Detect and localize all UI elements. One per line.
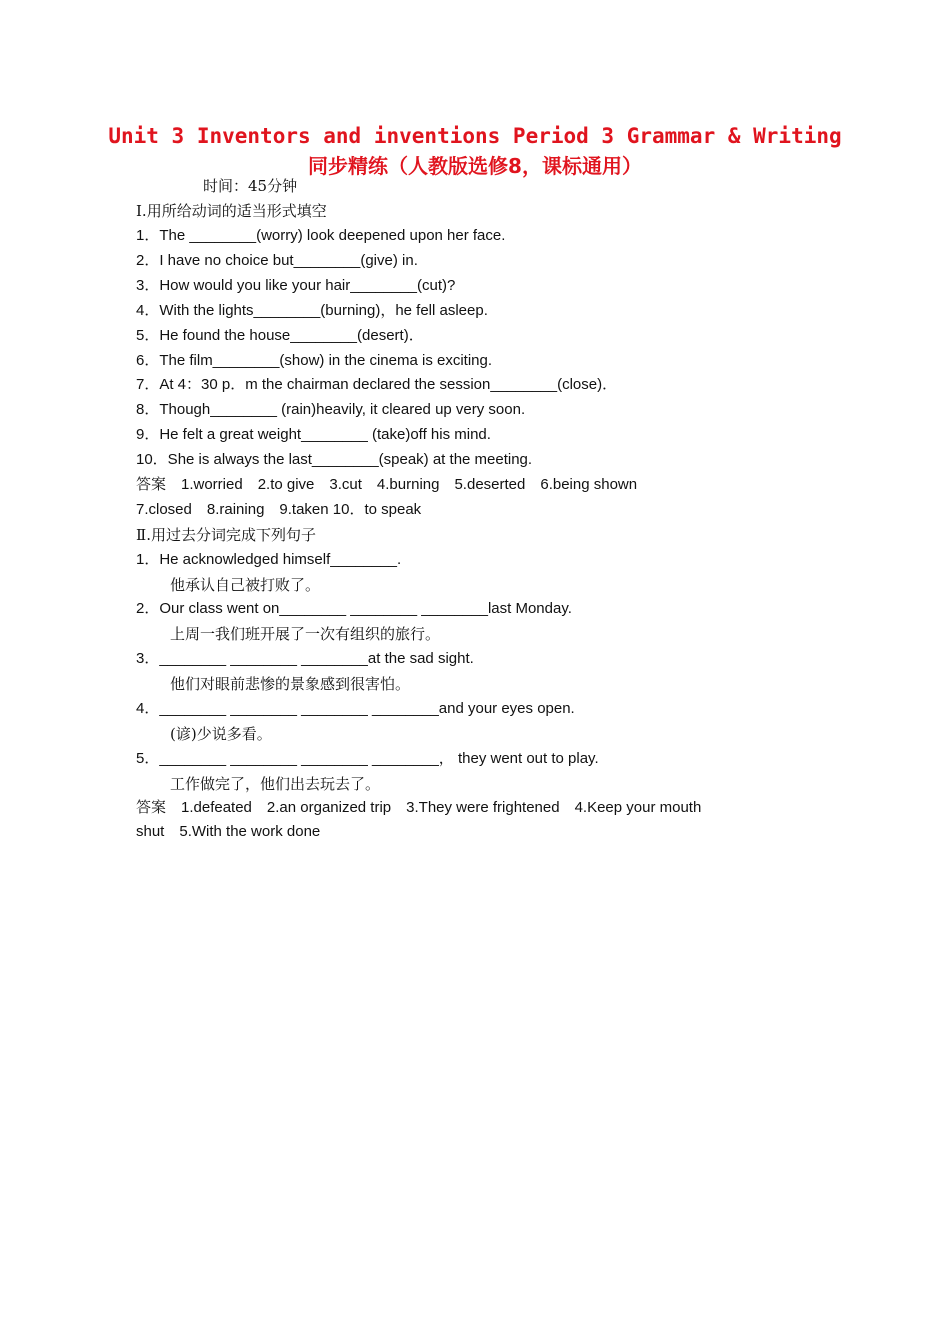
answer-2-line-2: shut 5.With the work done: [136, 823, 321, 840]
question-1-6: 6．The film________(show) in the cinema is exciting.: [136, 352, 493, 369]
answer-2-line-1: 答案 1.defeated 2.an organized trip 3.They were frightened 4.Keep your mouth: [136, 799, 702, 816]
question-2-5: 5．________ ________ ________ ________， they went out to play.: [136, 750, 599, 767]
question-1-5: 5．He found the house________(desert)．: [136, 327, 424, 344]
section-2-heading: Ⅱ.用过去分词完成下列句子: [136, 526, 316, 544]
question-1-3: 3．How would you like your hair________(cut)?: [136, 277, 456, 294]
question-2-1: 1．He acknowledged himself________.: [136, 551, 402, 568]
question-1-9: 9．He felt a great weight________ (take)off his mind.: [136, 426, 491, 443]
question-1-2: 2．I have no choice but________(give) in.: [136, 252, 418, 269]
title-line-1: Unit 3 Inventors and inventions Period 3 Grammar & Writing: [108, 124, 842, 148]
question-2-1-translation: 他承认自己被打败了。: [170, 576, 321, 594]
question-2-3: 3．________ ________ ________at the sad sight.: [136, 650, 474, 667]
question-1-8: 8．Though________ (rain)heavily, it cleared up very soon.: [136, 401, 526, 418]
question-2-4-translation: (谚)少说多看。: [170, 725, 272, 743]
question-1-1: 1．The ________(worry) look deepened upon her face.: [136, 227, 506, 244]
title-line-2: 同步精练（人教版选修8，课标通用）: [308, 154, 642, 178]
answer-1-line-1: 答案 1.worried 2.to give 3.cut 4.burning 5.deserted 6.being shown: [136, 476, 638, 493]
question-2-5-translation: 工作做完了，他们出去玩去了。: [170, 775, 381, 793]
question-2-2: 2．Our class went on________ ________ ________last Monday.: [136, 600, 572, 617]
question-1-10: 10．She is always the last________(speak) at the meeting.: [136, 451, 533, 468]
question-2-3-translation: 他们对眼前悲惨的景象感到很害怕。: [170, 675, 411, 693]
section-1-heading: Ⅰ.用所给动词的适当形式填空: [136, 202, 327, 220]
question-2-2-translation: 上周一我们班开展了一次有组织的旅行。: [170, 625, 441, 643]
question-2-4: 4．________ ________ ________ ________and your eyes open.: [136, 700, 575, 717]
answer-1-line-2: 7.closed 8.raining 9.taken 10．to speak: [136, 501, 422, 518]
time-label: 时间：45分钟: [203, 177, 298, 195]
question-1-7: 7．At 4：30 p．m the chairman declared the session________(close)．: [136, 376, 618, 393]
question-1-4: 4．With the lights________(burning)，he fell asleep.: [136, 302, 488, 319]
